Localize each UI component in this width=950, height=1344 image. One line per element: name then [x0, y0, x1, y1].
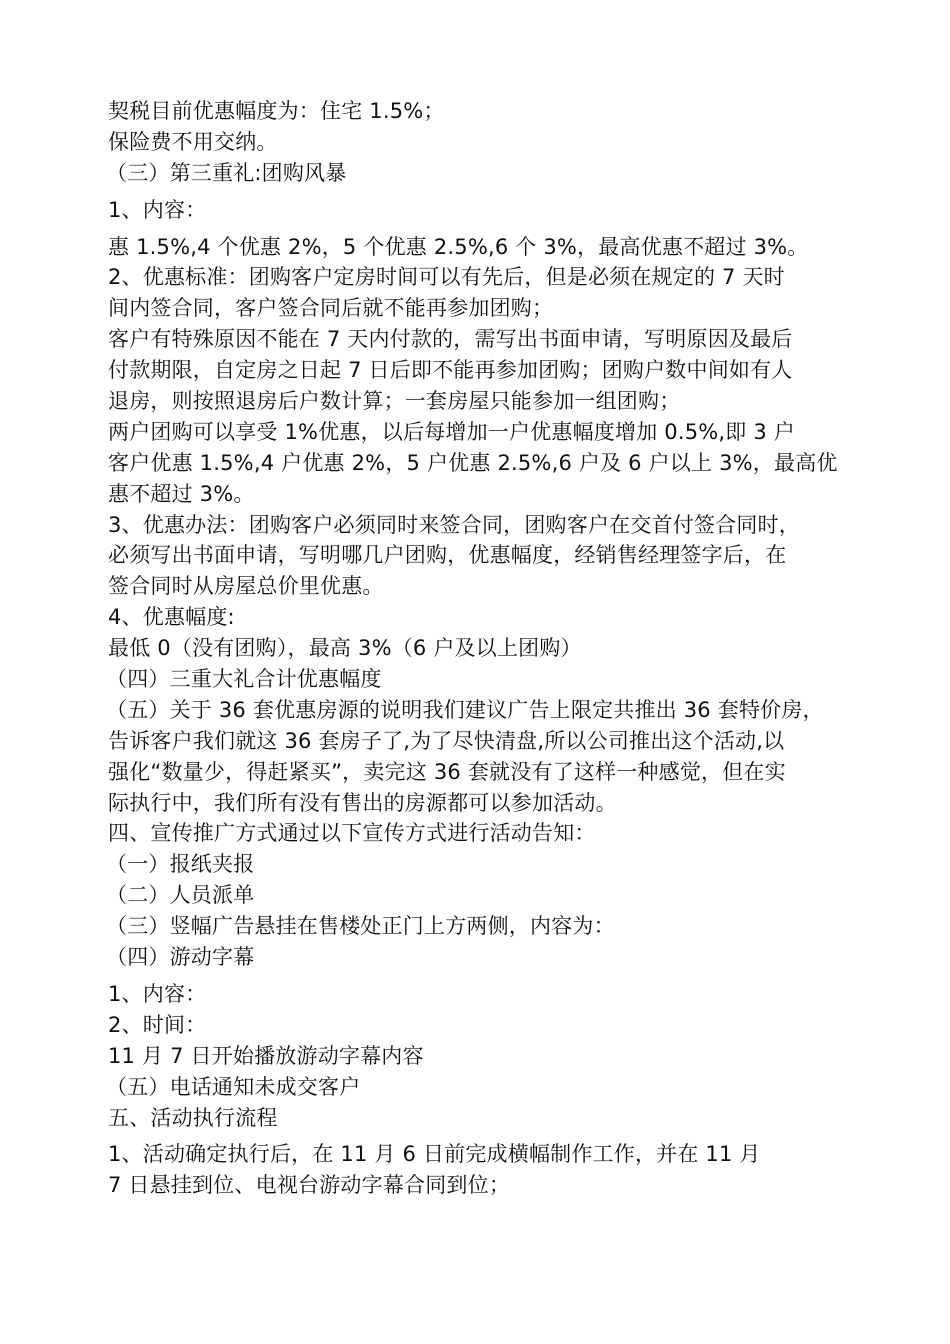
text-line: 付款期限，自定房之日起 7 日后即不能再参加团购；团购户数中间如有人: [108, 358, 793, 383]
list-item: （一）报纸夹报: [106, 852, 255, 877]
text-line: 4、优惠幅度:: [108, 605, 235, 630]
list-item: （二）人员派单: [106, 883, 255, 908]
section-heading: （四）三重大礼合计优惠幅度: [106, 667, 382, 692]
document-body: [108, 96, 888, 1201]
list-item: （五）电话通知未成交客户: [106, 1074, 361, 1099]
text-line: 签合同时从房屋总价里优惠。: [108, 574, 384, 599]
text-line: 2、优惠标准：团购客户定房时间可以有先后，但是必须在规定的 7 天时: [108, 265, 785, 290]
text-line: 惠不超过 3%。: [108, 481, 255, 506]
text-line: 间内签合同，客户签合同后就不能再参加团购；: [108, 296, 554, 321]
text-line: 2、时间：: [108, 1012, 207, 1037]
text-line: 退房，则按照退房后户数计算；一套房屋只能参加一组团购；: [108, 389, 681, 414]
text-line: 强化“数量少，得赶紧买”，卖完这 36 套就没有了这样一种感觉，但在实: [108, 759, 786, 784]
section-heading: （五）关于 36 套优惠房源的说明我们建议广告上限定共推出 36 套特价房，: [106, 697, 824, 722]
text-line: 11 月 7 日开始播放游动字幕内容: [108, 1043, 424, 1068]
text-line: 告诉客户我们就这 36 套房子了,为了尽快清盘,所以公司推出这个活动,以: [108, 728, 785, 753]
text-line: 7 日悬挂到位、电视台游动字幕合同到位；: [108, 1173, 511, 1198]
text-line: 必须写出书面申请，写明哪几户团购，优惠幅度，经销售经理签字后，在: [108, 543, 787, 568]
text-line: 际执行中，我们所有没有售出的房源都可以参加活动。: [108, 790, 617, 815]
list-item: （三）竖幅广告悬挂在售楼处正门上方两侧，内容为：: [106, 914, 615, 939]
section-heading: 四、宣传推广方式通过以下宣传方式进行活动告知：: [108, 821, 596, 846]
text-line: 最低 0（没有团购），最高 3%（6 户及以上团购）: [108, 636, 582, 661]
section-heading: 五、活动执行流程: [108, 1105, 278, 1130]
text-line: 惠 1.5%,4 个优惠 2%，5 个优惠 2.5%,6 个 3%，最高优惠不超过 3%。: [108, 234, 809, 259]
text-line: 客户有特殊原因不能在 7 天内付款的，需写出书面申请，写明原因及最后: [108, 327, 793, 352]
list-item: （四）游动字幕: [106, 945, 255, 970]
text-line: 1、活动确定执行后，在 11 月 6 日前完成横幅制作工作，并在 11 月: [108, 1142, 761, 1167]
text-line: 保险费不用交纳。: [108, 129, 278, 154]
text-line: 1、内容：: [108, 981, 207, 1006]
text-line: 两户团购可以享受 1%优惠，以后每增加一户优惠幅度增加 0.5%,即 3 户: [108, 419, 796, 444]
text-line: 3、优惠办法：团购客户必须同时来签合同，团购客户在交首付签合同时，: [108, 512, 800, 537]
text-line: 客户优惠 1.5%,4 户优惠 2%，5 户优惠 2.5%,6 户及 6 户以上 3%，最高优: [108, 450, 838, 475]
text-line: 1、内容：: [108, 197, 207, 222]
text-line: 契税目前优惠幅度为：住宅 1.5%；: [108, 99, 445, 123]
section-heading: （三）第三重礼:团购风暴: [106, 160, 347, 185]
